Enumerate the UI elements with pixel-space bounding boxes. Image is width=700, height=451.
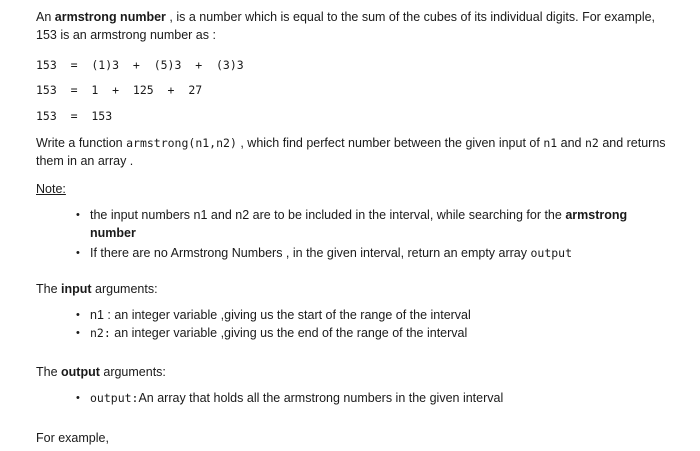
intro-text-1: An bbox=[36, 10, 55, 24]
note-2-code: output bbox=[530, 246, 573, 260]
function-signature-code: armstrong(n1,n2) bbox=[126, 136, 237, 150]
input-heading-pre: The bbox=[36, 282, 62, 296]
input-arg-1: n1 : an integer variable ,giving us the start of the range of the interval bbox=[90, 308, 471, 322]
input-arguments-list bbox=[76, 306, 666, 342]
equation-line-3: 153 = 153 bbox=[36, 109, 113, 123]
output-heading-pre: The bbox=[36, 365, 62, 379]
equation-line-2: 153 = 1 + 125 + 27 bbox=[36, 83, 203, 97]
input-arguments-heading bbox=[36, 280, 158, 298]
task-text-3: and bbox=[557, 136, 585, 150]
n1-code: n1 bbox=[543, 136, 558, 150]
task-text-4: and returns them in an array . bbox=[36, 136, 666, 168]
note-1-bold: armstrong number bbox=[90, 208, 628, 240]
task-text-1: Write a function bbox=[36, 136, 127, 150]
note-heading: Note: bbox=[36, 182, 66, 196]
n2-code: n2 bbox=[584, 136, 599, 150]
example-label: For example, bbox=[36, 431, 109, 445]
input-heading-post: arguments: bbox=[91, 282, 158, 296]
notes-list bbox=[76, 206, 666, 262]
intro-paragraph bbox=[36, 8, 676, 44]
input-arg-2-text: an integer variable ,giving us the end of the range of the interval bbox=[110, 326, 468, 340]
output-arguments-list bbox=[76, 389, 666, 407]
output-arg-code: output: bbox=[90, 391, 139, 405]
input-arg-2-code: n2: bbox=[90, 326, 111, 340]
output-heading-post: arguments: bbox=[99, 365, 166, 379]
intro-text-2: , is a number which is equal to the sum of the cubes of its individual digits. For example, 153 is an armstrong number as : bbox=[36, 10, 656, 42]
equation-line-1: 153 = (1)3 + (5)3 + (3)3 bbox=[36, 58, 244, 72]
intro-bold-term: armstrong number bbox=[54, 10, 170, 24]
task-paragraph bbox=[36, 134, 676, 170]
input-heading-bold: input bbox=[61, 282, 92, 296]
list-item bbox=[76, 324, 666, 342]
output-arg-text: An array that holds all the armstrong numbers in the given interval bbox=[138, 391, 504, 405]
list-item bbox=[76, 389, 666, 407]
task-text-2: , which find perfect number between the given input of bbox=[236, 136, 544, 150]
list-item bbox=[76, 306, 666, 324]
list-item bbox=[76, 206, 666, 242]
list-item bbox=[76, 244, 666, 262]
note-1-text: the input numbers n1 and n2 are to be included in the interval, while searching for the bbox=[90, 208, 566, 222]
output-arguments-heading bbox=[36, 363, 166, 381]
output-heading-bold: output bbox=[61, 365, 100, 379]
note-2-text: If there are no Armstrong Numbers , in the given interval, return an empty array bbox=[90, 246, 531, 260]
